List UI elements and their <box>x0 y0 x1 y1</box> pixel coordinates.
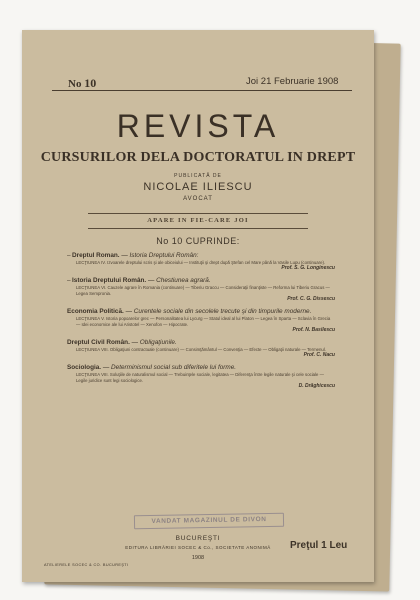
publication-city: BUCUREŞTI <box>175 535 221 542</box>
section-topic: Istoria Dreptului Român. <box>72 277 147 285</box>
section-subtitle: — Curentele sociale din secolele trecute şi din timpurile moderne. <box>125 308 312 316</box>
divider <box>52 90 352 91</box>
frequency-banner: APARE IN FIE-CARE JOI <box>88 213 308 229</box>
contents-section <box>67 339 335 359</box>
section-topic: Economia Politică. <box>67 308 124 316</box>
bullet-icon: – <box>67 252 71 259</box>
section-body: LECŢIUNEA VIII. Obligaţiuni contractuale (continuare) — Consimţământul — Convenţia — Efecte — Obligaţii naturale — Termenul. <box>76 347 326 353</box>
publisher-line: EDITURA LIBRĂRIEI SOCEC & Co., SOCIETATE ANONIMĂ <box>125 545 271 550</box>
section-body: LECŢIUNEA VIII. Soluţiile de naturalismul social — Trebuinţele sociale, legitatea — Diferenţa între legile naturale şi cele sociale — Legile juridice sunt legi sociologice. <box>76 372 324 383</box>
published-by-label: PUBLICATĂ DE <box>174 173 222 179</box>
section-topic: Dreptul Roman. <box>72 252 120 259</box>
contents-section <box>67 252 335 272</box>
section-subtitle: — Obligaţiunile. <box>131 339 177 347</box>
section-author: Prof. S. G. Longinescu <box>281 265 335 272</box>
issue-number <box>68 76 96 91</box>
section-topic: Sociologia. <box>67 364 102 372</box>
section-subtitle: — Chestiunea agrară. <box>148 277 211 285</box>
contents-list <box>67 252 335 395</box>
editor-role: AVOCAT <box>183 196 213 202</box>
contents-section <box>67 308 335 334</box>
section-subtitle: — Istoria Dreptului Român: <box>121 252 199 259</box>
contents-section <box>67 277 335 303</box>
section-author: D. Drăghicescu <box>298 383 335 390</box>
editor-name: NICOLAE ILIESCU <box>143 181 253 193</box>
contents-heading: No 10 CUPRINDE: <box>156 236 240 246</box>
issue-date: Joi 21 Februarie 1908 <box>246 76 339 87</box>
bullet-icon: – <box>67 277 71 285</box>
printer-line: ATELIERELE SOCEC & CO. BUCUREŞTI <box>44 563 129 567</box>
section-body: LECŢIUNEA IV. Izvoarele dreptului scris şi ale obiceiului — Instituţii şi drept după Ştefan cel Mare până la Vasile Lupu (continuare). <box>76 260 326 265</box>
section-body: LECŢIUNEA VI. Cauzele agrare în Romania (continuare) — Tiberiu Graccu — Consideraţii finanţiste — Reforma lui Tiberiu Gracus — Legea Sempronia. <box>76 285 330 296</box>
store-stamp: VANDAT MAGAZINUL DE DIVON <box>134 513 284 530</box>
section-author: Prof. C. Nacu <box>303 352 335 359</box>
issue-prefix: No <box>68 78 82 90</box>
section-subtitle: — Determinismul social sub diferitele lui forme. <box>102 364 237 372</box>
section-topic: Dreptul Civil Român. <box>67 339 130 347</box>
section-body: LECŢIUNEA V. Istoria popoarelor grec — Personalitatea lui Lycurg — Statul ideal al lui Platon — Legea în Sparta — Sclavia în Grecia — Idei economice ale lui Aristotel — Xenofon — Hipocrate. <box>76 316 331 327</box>
price-label: Preţul 1 Leu <box>290 540 348 551</box>
publication-year: 1908 <box>191 555 205 561</box>
contents-section <box>67 364 335 390</box>
magazine-subtitle: CURSURILOR DELA DOCTORATUL IN DREPT <box>40 150 356 165</box>
issue-number-value: 10 <box>84 76 97 90</box>
section-author: Prof. C. G. Dissescu <box>287 296 335 303</box>
section-author: Prof. N. Basilescu <box>292 327 335 334</box>
magazine-title: REVISTA <box>116 108 280 144</box>
magazine-cover <box>22 30 374 582</box>
